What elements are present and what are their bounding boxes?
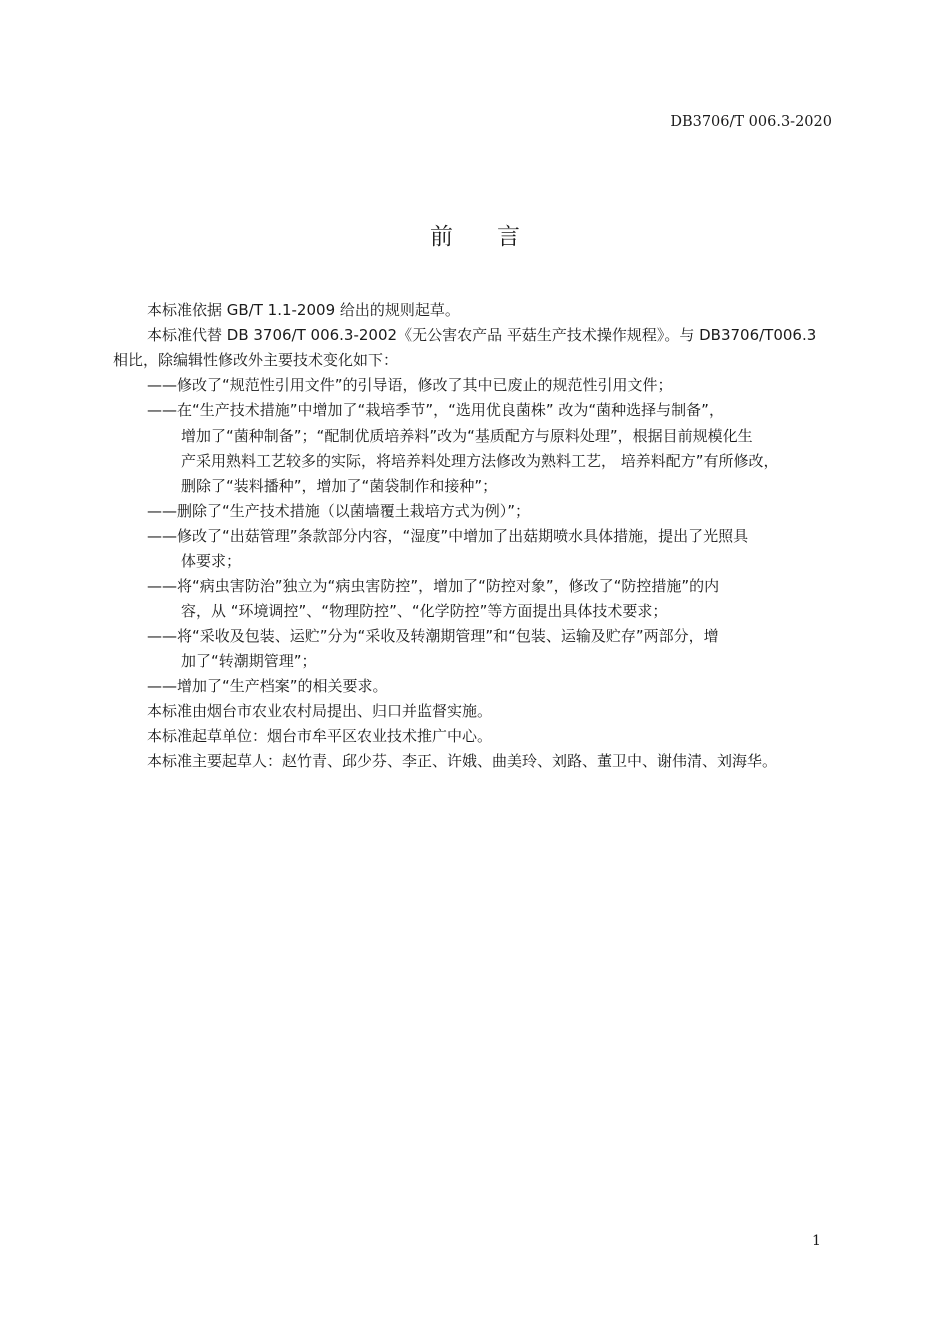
page-title: 前言 (430, 224, 564, 250)
list-item-continuation: 产采用熟料工艺较多的实际，将培养料处理方法修改为熟料工艺， 培养料配方”有所修改， (181, 452, 779, 470)
list-item: ——增加了“生产档案”的相关要求。 (147, 677, 388, 695)
list-item-continuation: 加了“转潮期管理”； (181, 652, 317, 670)
list-item: ——将“采收及包装、运贮”分为“采收及转潮期管理”和“包装、运输及贮存”两部分，增 (147, 627, 719, 645)
paragraph-line: 相比，除编辑性修改外主要技术变化如下： (113, 351, 399, 369)
paragraph-line: 本标准起草单位：烟台市牟平区农业技术推广中心。 (147, 727, 493, 745)
list-item-continuation: 体要求； (181, 552, 242, 570)
list-item-continuation: 增加了“菌种制备”；“配制优质培养料”改为“基质配方与原料处理”，根据目前规模化生 (181, 427, 753, 445)
list-item: ——删除了“生产技术措施（以菌墙覆土栽培方式为例）”； (147, 502, 531, 520)
paragraph-line: 本标准依据 GB/T 1.1-2009 给出的规则起草。 (147, 301, 460, 319)
paragraph-line: 本标准代替 DB 3706/T 006.3-2002《无公害农产品 平菇生产技术操作规程》。与 DB3706/T006.3 (147, 326, 817, 344)
list-item: ——修改了“出菇管理”条款部分内容，“湿度”中增加了出菇期喷水具体措施，提出了光照具 (147, 527, 749, 545)
paragraph-line: 本标准主要起草人：赵竹青、邱少芬、李正、许娥、曲美玲、刘路、董卫中、谢伟清、刘海华。 (147, 752, 778, 770)
standard-code: DB3706/T 006.3-2020 (670, 114, 832, 130)
list-item-continuation: 容，从 “环境调控”、“物理防控”、“化学防控”等方面提出具体技术要求； (181, 602, 668, 620)
page-number: 1 (812, 1233, 821, 1249)
list-item: ——将“病虫害防治”独立为“病虫害防控”，增加了“防控对象”，修改了“防控措施”的内 (147, 577, 720, 595)
list-item: ——修改了“规范性引用文件”的引导语，修改了其中已废止的规范性引用文件； (147, 376, 673, 394)
list-item-continuation: 删除了“装料播种”，增加了“菌袋制作和接种”； (181, 477, 498, 495)
paragraph-line: 本标准由烟台市农业农村局提出、归口并监督实施。 (147, 702, 493, 720)
list-item: ——在“生产技术措施”中增加了“栽培季节”，“选用优良菌株” 改为“菌种选择与制备”， (147, 401, 724, 419)
